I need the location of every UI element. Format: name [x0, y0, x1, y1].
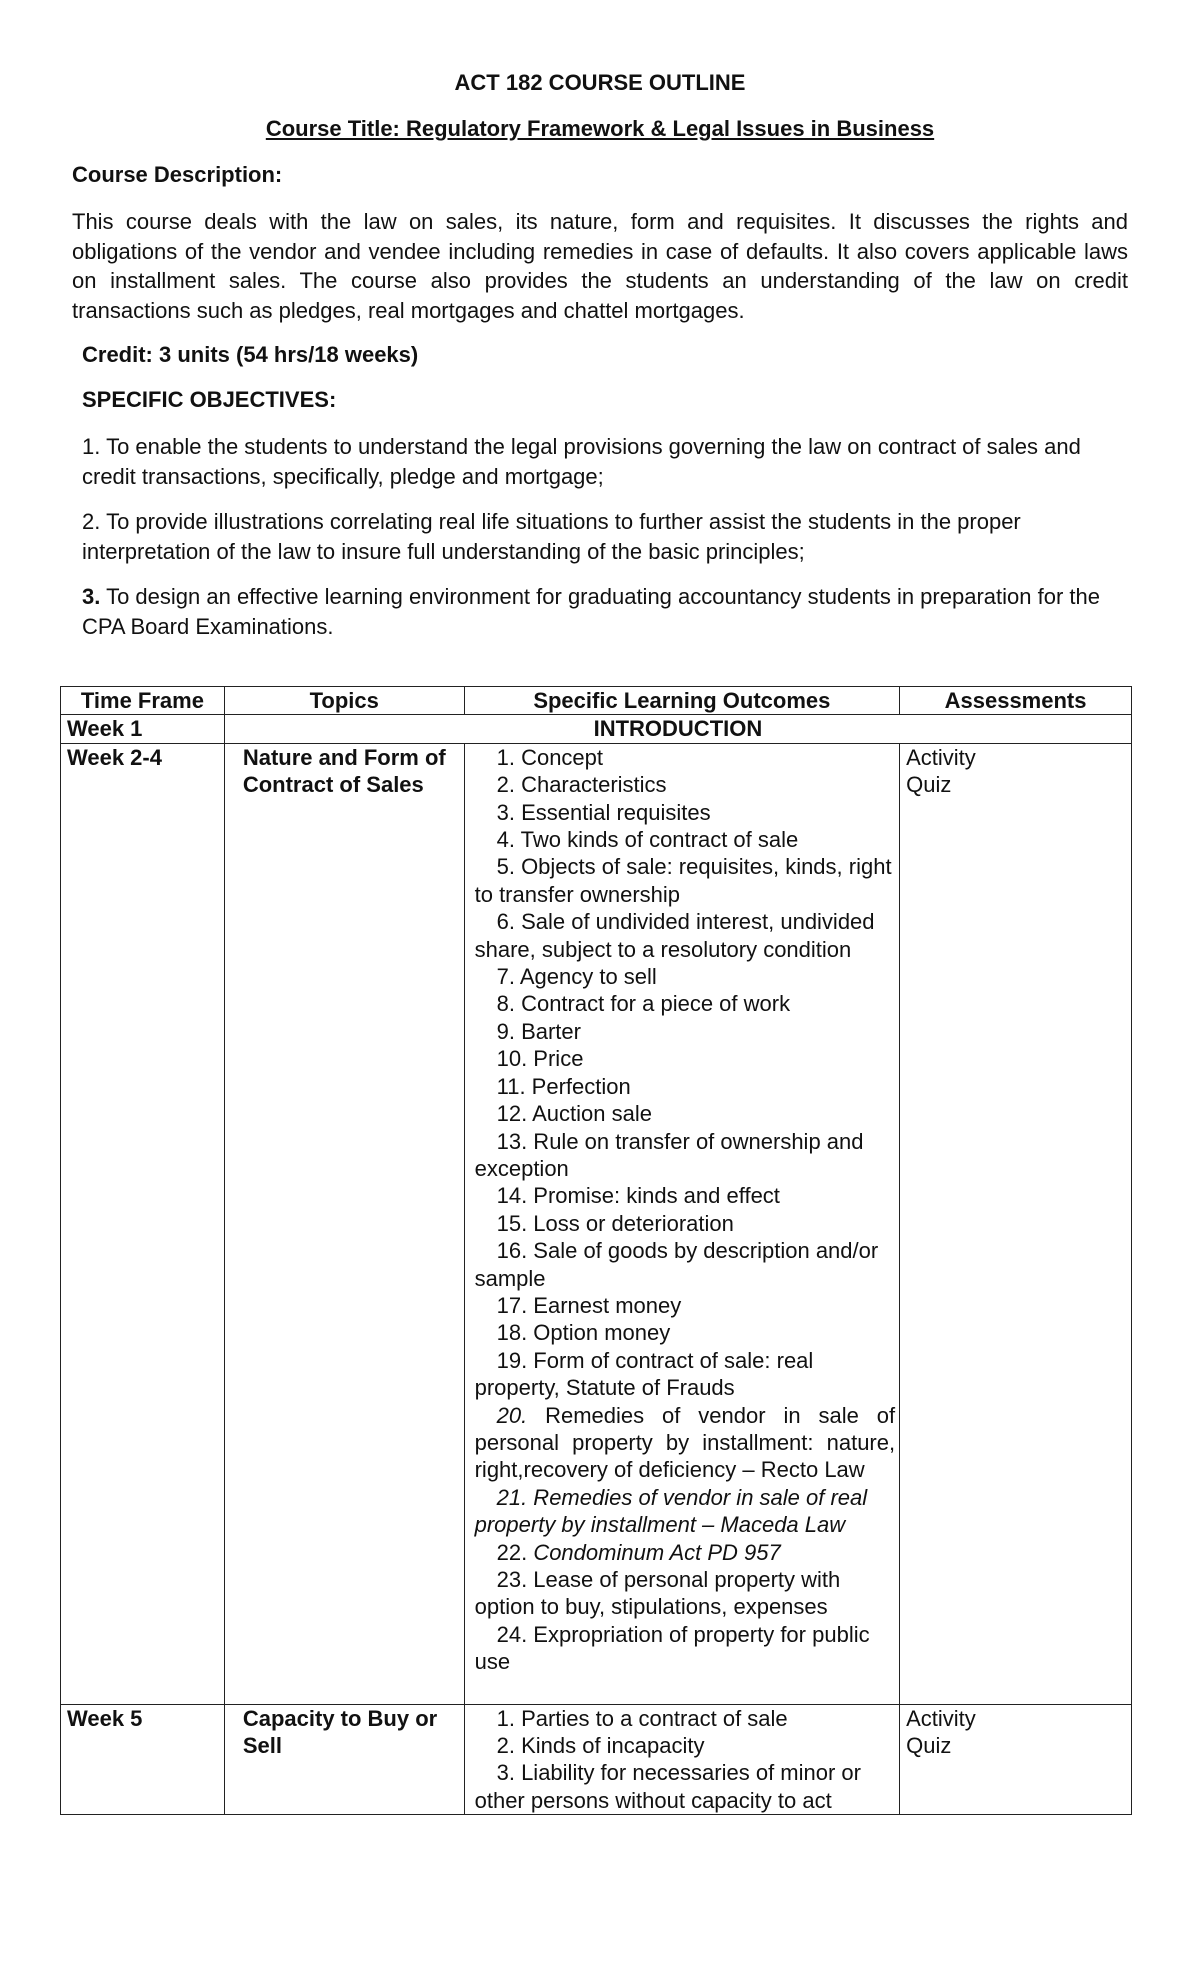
description-heading: Course Description: [72, 162, 283, 187]
course-schedule-table [60, 686, 1132, 1815]
table-row-week-1 [61, 715, 1132, 743]
assessment-item: Activity [906, 1705, 976, 1731]
outcome-item: 5. Objects of sale: requisites, kinds, right to transfer ownership [474, 854, 892, 907]
introduction-cell: INTRODUCTION [224, 715, 1131, 743]
topic-cell: Capacity to Buy or Sell [224, 1704, 464, 1815]
outcome-item: 19. Form of contract of sale: real property, Statute of Frauds [474, 1347, 814, 1401]
outcome-item: 1. Concept [496, 744, 604, 770]
document-title: ACT 182 COURSE OUTLINE [454, 70, 746, 95]
outcome-text: Condominum Act PD 957 [533, 1539, 781, 1565]
outcomes-cell [464, 1704, 900, 1815]
outcome-item [475, 1402, 896, 1484]
assessment-item: Activity [906, 744, 976, 770]
objectives-heading: SPECIFIC OBJECTIVES: [82, 387, 337, 412]
objective-text: To enable the students to understand the legal provisions governing the law on contract of sales and credit transactions, specifically, pledge and mortgage; [82, 434, 1081, 489]
header-time-frame: Time Frame [61, 687, 225, 715]
credit-line: Credit: 3 units (54 hrs/18 weeks) [82, 342, 419, 367]
outcome-item: 13. Rule on transfer of ownership and exception [474, 1128, 864, 1181]
outcome-item: 1. Parties to a contract of sale [496, 1705, 788, 1731]
week-cell: Week 1 [61, 715, 225, 743]
table-row-week-5 [61, 1704, 1132, 1815]
header-topics: Topics [224, 687, 464, 715]
outcome-item: 16. Sale of goods by description and/or sample [474, 1238, 879, 1291]
outcome-item: 2. Characteristics [496, 772, 667, 798]
outcome-item: 4. Two kinds of contract of sale [496, 827, 799, 853]
objective-text: To design an effective learning environment for graduating accountancy students in preparation for the CPA Board Examinations. [82, 584, 1100, 639]
outcome-item: 3. Liability for necessaries of minor or other persons without capacity to act [474, 1760, 861, 1813]
table-header-row [61, 687, 1132, 715]
outcome-number: 20. [496, 1402, 528, 1428]
outcome-item: 11. Perfection [496, 1073, 631, 1099]
objective-2 [82, 507, 1128, 566]
outcome-item: 8. Contract for a piece of work [496, 991, 791, 1017]
week-cell: Week 5 [61, 1704, 225, 1815]
outcome-text: Remedies of vendor in sale of personal property by installment: nature, right,recovery of deficiency – Recto Law [474, 1402, 896, 1483]
outcome-item: 15. Loss or deterioration [496, 1210, 734, 1236]
outcome-item: 2. Kinds of incapacity [496, 1733, 705, 1759]
objective-1 [82, 432, 1128, 491]
assessment-item: Quiz [906, 1733, 952, 1759]
objective-3 [82, 582, 1128, 641]
outcome-item: 18. Option money [496, 1320, 671, 1346]
objective-number: 2. [82, 509, 101, 534]
outcome-item [475, 1539, 896, 1566]
outcome-item: 10. Price [496, 1046, 584, 1072]
outcome-number: 22. [496, 1539, 534, 1565]
outcome-item: 12. Auction sale [496, 1101, 652, 1127]
assessments-cell [900, 1704, 1132, 1815]
topic-cell: Nature and Form of Contract of Sales [224, 743, 464, 1704]
outcome-item: 3. Essential requisites [496, 799, 711, 825]
header-learning-outcomes: Specific Learning Outcomes [464, 687, 900, 715]
assessments-cell [900, 743, 1132, 1704]
outcome-item: 14. Promise: kinds and effect [496, 1183, 780, 1209]
course-title: Course Title: Regulatory Framework & Legal Issues in Business [265, 116, 935, 141]
assessment-item: Quiz [906, 772, 952, 798]
outcomes-cell [464, 743, 900, 1704]
outcome-item: 24. Expropriation of property for public use [474, 1621, 870, 1675]
objective-number: 1. [82, 434, 101, 459]
description-text: This course deals with the law on sales, its nature, form and requisites. It discusses the rights and obligations of the vendor and vendee including remedies in case of defaults. It also covers applicable laws on installment sales. The course also provides the students an understanding of the law on credit transactions such as pledges, real mortgages and chattel mortgages. [72, 209, 1128, 323]
outcome-item: 6. Sale of undivided interest, undivided share, subject to a resolutory condition [474, 909, 875, 962]
table-row-week-2-4 [61, 743, 1132, 1704]
outcome-item: 21. Remedies of vendor in sale of real property by installment – Maceda Law [474, 1484, 868, 1538]
objective-text: To provide illustrations correlating real life situations to further assist the students in the proper interpretation of the law to insure full understanding of the basic principles; [82, 509, 1021, 564]
week-cell: Week 2-4 [61, 743, 225, 1704]
outcome-item: 17. Earnest money [496, 1292, 682, 1318]
outcome-item: 23. Lease of personal property with option to buy, stipulations, expenses [474, 1567, 841, 1620]
outcome-item: 7. Agency to sell [496, 964, 657, 990]
outcome-item: 9. Barter [496, 1018, 581, 1044]
header-assessments: Assessments [900, 687, 1132, 715]
objective-number: 3. [82, 584, 101, 609]
